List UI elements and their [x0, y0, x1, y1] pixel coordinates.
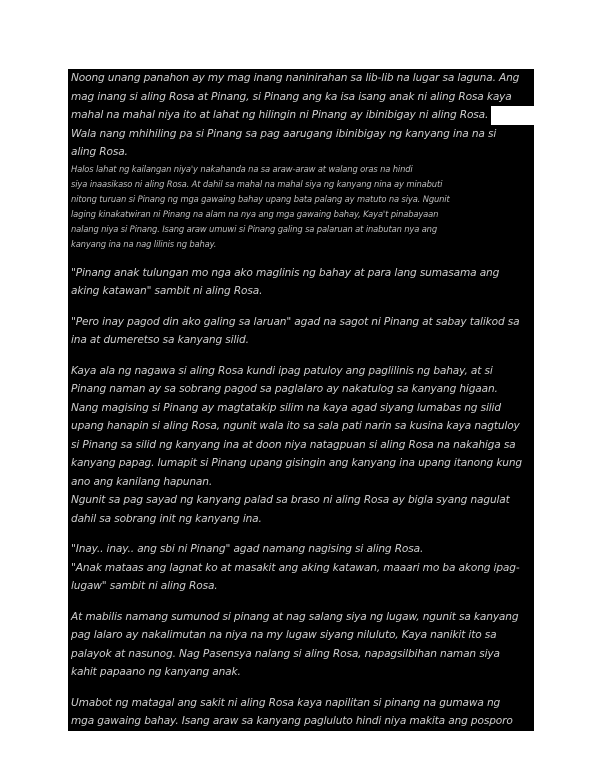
text-line: laging kinakatwiran ni Pinang na alam na nya ang mga gawaing bahay, Kaya't pinabayaan — [68, 207, 534, 222]
paragraph-gap — [68, 301, 534, 313]
text-line: Wala nang mhihiling pa si Pinang sa pag aarugang ibinibigay ng kanyang ina na si — [68, 125, 534, 144]
paragraph-gap — [68, 596, 534, 608]
text-line: ano ang kanilang hapunan. — [68, 473, 534, 492]
text-line: upang hanapin si aling Rosa, ngunit wala ito sa sala pati narin sa kusina kaya nagtuloy — [68, 417, 534, 436]
text-line: Noong unang panahon ay my mag inang naninirahan sa lib-lib na lugar sa laguna. Ang — [68, 69, 534, 88]
paragraph-gap — [68, 252, 534, 264]
paragraph-gap — [68, 682, 534, 694]
text-line: Ngunit sa pag sayad ng kanyang palad sa braso ni aling Rosa ay bigla syang nagulat — [68, 491, 534, 510]
text-line: siya inaasikaso ni aling Rosa. At dahil sa mahal na mahal siya ng kanyang nina ay minabuti — [68, 177, 534, 192]
text-line: "Pero inay pagod din ako galing sa laruan" agad na sagot ni Pinang at sabay talikod sa — [68, 313, 534, 332]
text-line: lugaw" sambit ni aling Rosa. — [68, 577, 534, 596]
text-line: dahil sa sobrang init ng kanyang ina. — [68, 510, 534, 529]
text-line: mga gawaing bahay. Isang araw sa kanyang pagluluto hindi niya makita ang posporo — [68, 712, 534, 731]
text-line: palayok at nasunog. Nag Pasensya nalang si aling Rosa, napagsilbihan naman siya — [68, 645, 534, 664]
text-line: mahal na mahal niya ito at lahat ng hilingin ni Pinang ay ibinibigay ni aling Rosa. — [68, 106, 491, 125]
text-line: kanyang ina na nag lilinis ng bahay. — [68, 237, 534, 252]
text-line: ina at dumeretso sa kanyang silid. — [68, 331, 534, 350]
text-line: "Anak mataas ang lagnat ko at masakit ang aking katawan, maaari mo ba akong ipag- — [68, 559, 534, 578]
text-line: pag lalaro ay nakalimutan na niya na my lugaw siyang niluluto, Kaya nanikit ito sa — [68, 626, 534, 645]
text-line: At mabilis namang sumunod si pinang at nag salang siya ng lugaw, ngunit sa kanyang — [68, 608, 534, 627]
text-line: kanyang papag. lumapit si Pinang upang gisingin ang kanyang ina upang itanong kung — [68, 454, 534, 473]
document-page — [68, 69, 534, 731]
text-line: mag inang si aling Rosa at Pinang, si Pinang ang ka isa isang anak ni aling Rosa kaya — [68, 88, 534, 107]
text-line: "Pinang anak tulungan mo nga ako maglinis ng bahay at para lang sumasama ang — [68, 264, 534, 283]
text-line: nalang niya si Pinang. Isang araw umuwi si Pinang galing sa palaruan at inabutan nya ang — [68, 222, 534, 237]
paragraph-gap — [68, 350, 534, 362]
text-line: si Pinang sa silid ng kanyang ina at doon niya natagpuan si aling Rosa na nakahiga sa — [68, 436, 534, 455]
text-line: nitong turuan si Pinang ng mga gawaing bahay upang bata palang ay matuto na siya. Ngunit — [68, 192, 534, 207]
text-line: Halos lahat ng kailangan niya'y nakahanda na sa araw-araw at walang oras na hindi — [68, 162, 534, 177]
text-line: aling Rosa. — [68, 143, 534, 162]
text-line: "Inay.. inay.. ang sbi ni Pinang" agad namang nagising si aling Rosa. — [68, 540, 534, 559]
text-line: Umabot ng matagal ang sakit ni aling Rosa kaya napilitan si pinang na gumawa ng — [68, 694, 534, 713]
text-line: kahit papaano ng kanyang anak. — [68, 663, 534, 682]
paragraph-gap — [68, 528, 534, 540]
text-line: Pinang naman ay sa sobrang pagod sa paglalaro ay nakatulog sa kanyang higaan. — [68, 380, 534, 399]
text-line: aking katawan" sambit ni aling Rosa. — [68, 282, 534, 301]
text-line: Nang magising si Pinang ay magtatakip silim na kaya agad siyang lumabas ng silid — [68, 399, 534, 418]
text-line: Kaya ala ng nagawa si aling Rosa kundi ipag patuloy ang paglilinis ng bahay, at si — [68, 362, 534, 381]
